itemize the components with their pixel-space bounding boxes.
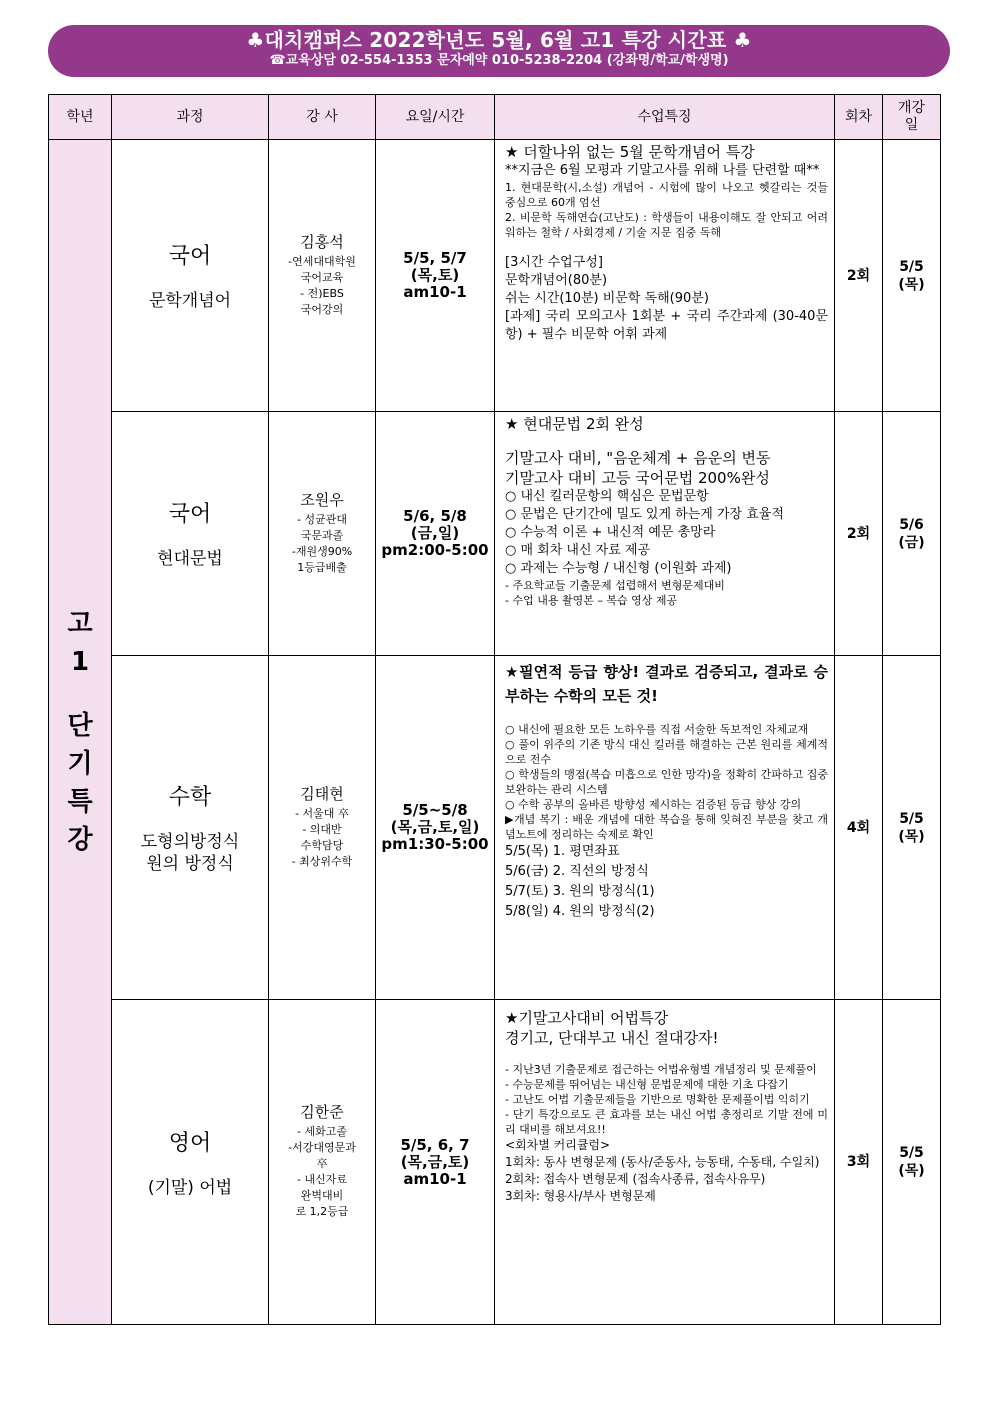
grade-char: 고 [67, 609, 93, 639]
subject-label: 국어 [168, 502, 212, 527]
open-day: (목) [898, 1163, 925, 1179]
col-header-time: 요일/시간 [376, 95, 495, 140]
teacher-info: -재원생90% [291, 544, 353, 558]
teacher-info: 국어강의 [300, 302, 344, 316]
time-hours: am10-1 [403, 1169, 467, 1188]
feature-line: 쉬는 시간(10분) 비문학 독해(90분) [505, 291, 709, 306]
feature-line: 2회차: 접속사 변형문제 (접속사종류, 접속사유무) [505, 1172, 766, 1186]
feature-line: ★기말고사대비 어법특강 [505, 1009, 669, 1027]
teacher-info: - 성균관대 [297, 512, 347, 526]
teacher-cell [269, 656, 376, 1000]
open-date-cell [883, 412, 941, 656]
course-cell [112, 656, 269, 1000]
time-cell [376, 1000, 495, 1325]
time-dates: 5/6, 5/8 [403, 507, 467, 525]
grade-char: 단 [67, 711, 93, 741]
teacher-info: 1등급배출 [297, 560, 347, 574]
table-row [49, 656, 941, 1000]
time-hours: pm2:00-5:00 [381, 541, 489, 559]
feature-line: 문학개념어(80분) [505, 273, 608, 288]
teacher-info: - 세화고졸 [297, 1125, 347, 1138]
open-date: 5/5 [899, 258, 924, 275]
time-days: (금,일) [410, 524, 460, 542]
feature-line: - 수능문제를 뛰어넘는 내신형 문법문제에 대한 기초 다잡기 [505, 1078, 789, 1091]
time-dates: 5/5~5/8 [402, 801, 468, 819]
teacher-name: 김태현 [300, 784, 344, 803]
feature-line: - 주요학교들 기출문제 섭렵해서 변형문제대비 [505, 579, 725, 592]
feature-line: 기말고사 대비, "음운체계 + 음운의 변동 [505, 449, 771, 467]
open-date: 5/5 [899, 1145, 924, 1161]
teacher-cell [269, 412, 376, 656]
features-cell [495, 1000, 835, 1325]
sessions-cell: 2회 [835, 412, 883, 656]
grade-cell [49, 140, 112, 1325]
open-date: 5/5 [899, 810, 924, 827]
open-date-cell [883, 140, 941, 412]
teacher-cell [269, 140, 376, 412]
course-name: 원의 방정식 [146, 854, 234, 874]
feature-line: 기말고사 대비 고등 국어문법 200%완성 [505, 469, 770, 487]
feature-spacer [505, 240, 828, 254]
features-cell [495, 656, 835, 1000]
teacher-name: 조원우 [300, 490, 344, 509]
feature-line: 경기고, 단대부고 내신 절대강자! [505, 1029, 719, 1047]
feature-line: 1. 현대문학(시,소설) 개념어 - 시험에 많이 나오고 헷갈리는 것들 중심으로 60개 엄선 [505, 181, 828, 209]
teacher-info: 국문과졸 [300, 528, 344, 542]
open-date-cell [883, 656, 941, 1000]
feature-line: ▶개념 복기 : 배운 개념에 대한 복습을 통해 잊혀진 부분을 찾고 개념노트에 정리하는 숙제로 확인 [505, 813, 828, 841]
feature-spacer [505, 434, 828, 448]
col-header-open-date: 개강일 [883, 95, 941, 140]
time-dates: 5/5, 5/7 [403, 249, 467, 267]
col-header-sessions: 회차 [835, 95, 883, 140]
subject-label: 영어 [168, 1130, 212, 1156]
feature-line: [과제] 국리 모의고사 1회분 + 국리 주간과제 (30-40문항) + 필수 비문학 어휘 과제 [505, 309, 828, 342]
time-cell [376, 412, 495, 656]
open-date: 5/6 [899, 516, 924, 533]
feature-spacer [505, 1048, 828, 1062]
feature-line: 5/8(일) 4. 원의 방정식(2) [505, 904, 655, 919]
teacher-info: - 전)EBS [300, 286, 344, 300]
course-name: (기말) 어법 [147, 1177, 233, 1198]
teacher-info: 수학담당 [300, 838, 344, 852]
teacher-info: 卒 [316, 1157, 328, 1170]
feature-line: ○ 매 회차 내신 자료 제공 [505, 543, 651, 558]
contact-info: ☎교육상담 02-554-1353 문자예약 010-5238-2204 (강좌명/학교/학생명) [269, 53, 729, 68]
open-day: (목) [898, 276, 925, 293]
feature-line: ○ 과제는 수능형 / 내신형 (이원화 과제) [505, 561, 732, 576]
table-header-row [49, 95, 941, 140]
features-cell [495, 412, 835, 656]
feature-line: 5/6(금) 2. 직선의 방정식 [505, 864, 649, 879]
schedule-table [48, 94, 941, 1325]
course-name: 현대문법 [157, 549, 223, 569]
table-row [49, 140, 941, 412]
table-row [49, 1000, 941, 1325]
col-header-teacher: 강 사 [269, 95, 376, 140]
feature-line: - 수업 내용 촬영본 – 복습 영상 제공 [505, 594, 678, 607]
teacher-info: - 의대반 [302, 822, 342, 836]
grade-char: 1 [70, 647, 90, 677]
feature-line: **지금은 6월 모평과 기말고사를 위해 나를 단련할 때** [505, 163, 820, 178]
feature-line: 3회차: 형용사/부사 변형문제 [505, 1189, 656, 1203]
grade-char: 강 [67, 825, 93, 855]
feature-line: <회차별 커리큘럼> [505, 1138, 611, 1152]
col-header-features: 수업특징 [495, 95, 835, 140]
features-cell [495, 140, 835, 412]
teacher-info: -서강대영문과 [288, 1141, 356, 1154]
open-date-cell [883, 1000, 941, 1325]
teacher-info: - 서울대 卒 [295, 806, 349, 820]
time-days: (목,토) [410, 266, 460, 284]
page-title: ♣대치캠퍼스 2022학년도 5월, 6월 고1 특강 시간표 ♣ [246, 28, 752, 52]
feature-line: ○ 풀이 위주의 기존 방식 대신 킬러를 해결하는 근본 원리를 체계적으로 전수 [505, 738, 828, 766]
teacher-name: 김홍석 [300, 232, 344, 251]
feature-line: ○ 내신 킬러문항의 핵심은 문법문항 [505, 489, 709, 504]
feature-line: 2. 비문학 독해연습(고난도) : 학생들이 내용이해도 잘 안되고 어려워하는 철학 / 사회경제 / 기술 지문 집중 독해 [505, 211, 828, 239]
feature-line: ○ 수학 공부의 올바른 방향성 제시하는 검증된 등급 향상 강의 [505, 798, 802, 811]
course-cell [112, 1000, 269, 1325]
course-name: 도형의방정식 [140, 832, 240, 852]
sessions-cell: 4회 [835, 656, 883, 1000]
feature-line: [3시간 수업구성] [505, 255, 603, 270]
teacher-info: - 내신자료 [297, 1173, 347, 1186]
table-row [49, 412, 941, 656]
col-header-grade: 학년 [49, 95, 112, 140]
time-cell [376, 140, 495, 412]
course-name: 문학개념어 [148, 291, 232, 311]
teacher-name: 김한준 [300, 1103, 344, 1121]
feature-spacer [505, 708, 828, 722]
feature-line: 1회차: 동사 변형문제 (동사/준동사, 능동태, 수동태, 수일치) [505, 1155, 820, 1169]
teacher-info: -연세대대학원 [288, 254, 356, 268]
grade-char: 특 [67, 787, 93, 817]
feature-line: ○ 수능적 이론 + 내신적 예문 총망라 [505, 525, 716, 540]
feature-line: - 지난3년 기출문제로 접근하는 어법유형별 개념정리 및 문제풀이 [505, 1063, 817, 1076]
col-header-course: 과정 [112, 95, 269, 140]
grade-char: 기 [67, 749, 93, 779]
subject-label: 수학 [168, 785, 212, 810]
course-cell [112, 412, 269, 656]
sessions-cell: 2회 [835, 140, 883, 412]
time-cell [376, 656, 495, 1000]
feature-line: ★필연적 등급 향상! 결과로 검증되고, 결과로 승부하는 수학의 모든 것! [505, 663, 828, 705]
open-day: (목) [898, 828, 925, 845]
time-days: (목,금,토) [400, 1152, 470, 1171]
feature-line: ★ 더할나위 없는 5월 문학개념어 특강 [505, 143, 755, 161]
subject-label: 국어 [168, 244, 212, 269]
time-days: (목,금,토,일) [390, 818, 480, 836]
feature-line: ○ 내신에 필요한 모든 노하우를 직접 서술한 독보적인 자체교재 [505, 723, 809, 736]
time-dates: 5/5, 6, 7 [400, 1135, 470, 1154]
feature-line: 5/7(토) 3. 원의 방정식(1) [505, 884, 655, 899]
sessions-cell: 3회 [835, 1000, 883, 1325]
open-day: (금) [898, 534, 925, 551]
feature-line: ★ 현대문법 2회 완성 [505, 415, 644, 433]
teacher-cell [269, 1000, 376, 1325]
feature-line: 5/5(목) 1. 평면좌표 [505, 844, 620, 859]
course-cell [112, 140, 269, 412]
feature-line: - 고난도 어법 기출문제들을 기반으로 명확한 문제풀이법 익히기 [505, 1093, 810, 1106]
time-hours: pm1:30-5:00 [381, 835, 489, 853]
teacher-info: - 최상위수학 [291, 854, 353, 868]
teacher-info: 국어교육 [300, 270, 344, 284]
teacher-info: 로 1,2등급 [295, 1205, 349, 1218]
feature-line: ○ 학생들의 맹점(복습 미흡으로 인한 망각)을 정확히 간파하고 집중 보완하는 관리 시스템 [505, 768, 828, 796]
teacher-info: 완벽대비 [300, 1189, 344, 1202]
time-hours: am10-1 [403, 283, 467, 301]
feature-line: - 단기 특강으로도 큰 효과를 보는 내신 어법 총정리로 기말 전에 미리 대비를 해보셔요!! [505, 1108, 828, 1136]
feature-line: ○ 문법은 단기간에 밀도 있게 하는게 가장 효율적 [505, 507, 784, 522]
header-banner [48, 25, 950, 77]
